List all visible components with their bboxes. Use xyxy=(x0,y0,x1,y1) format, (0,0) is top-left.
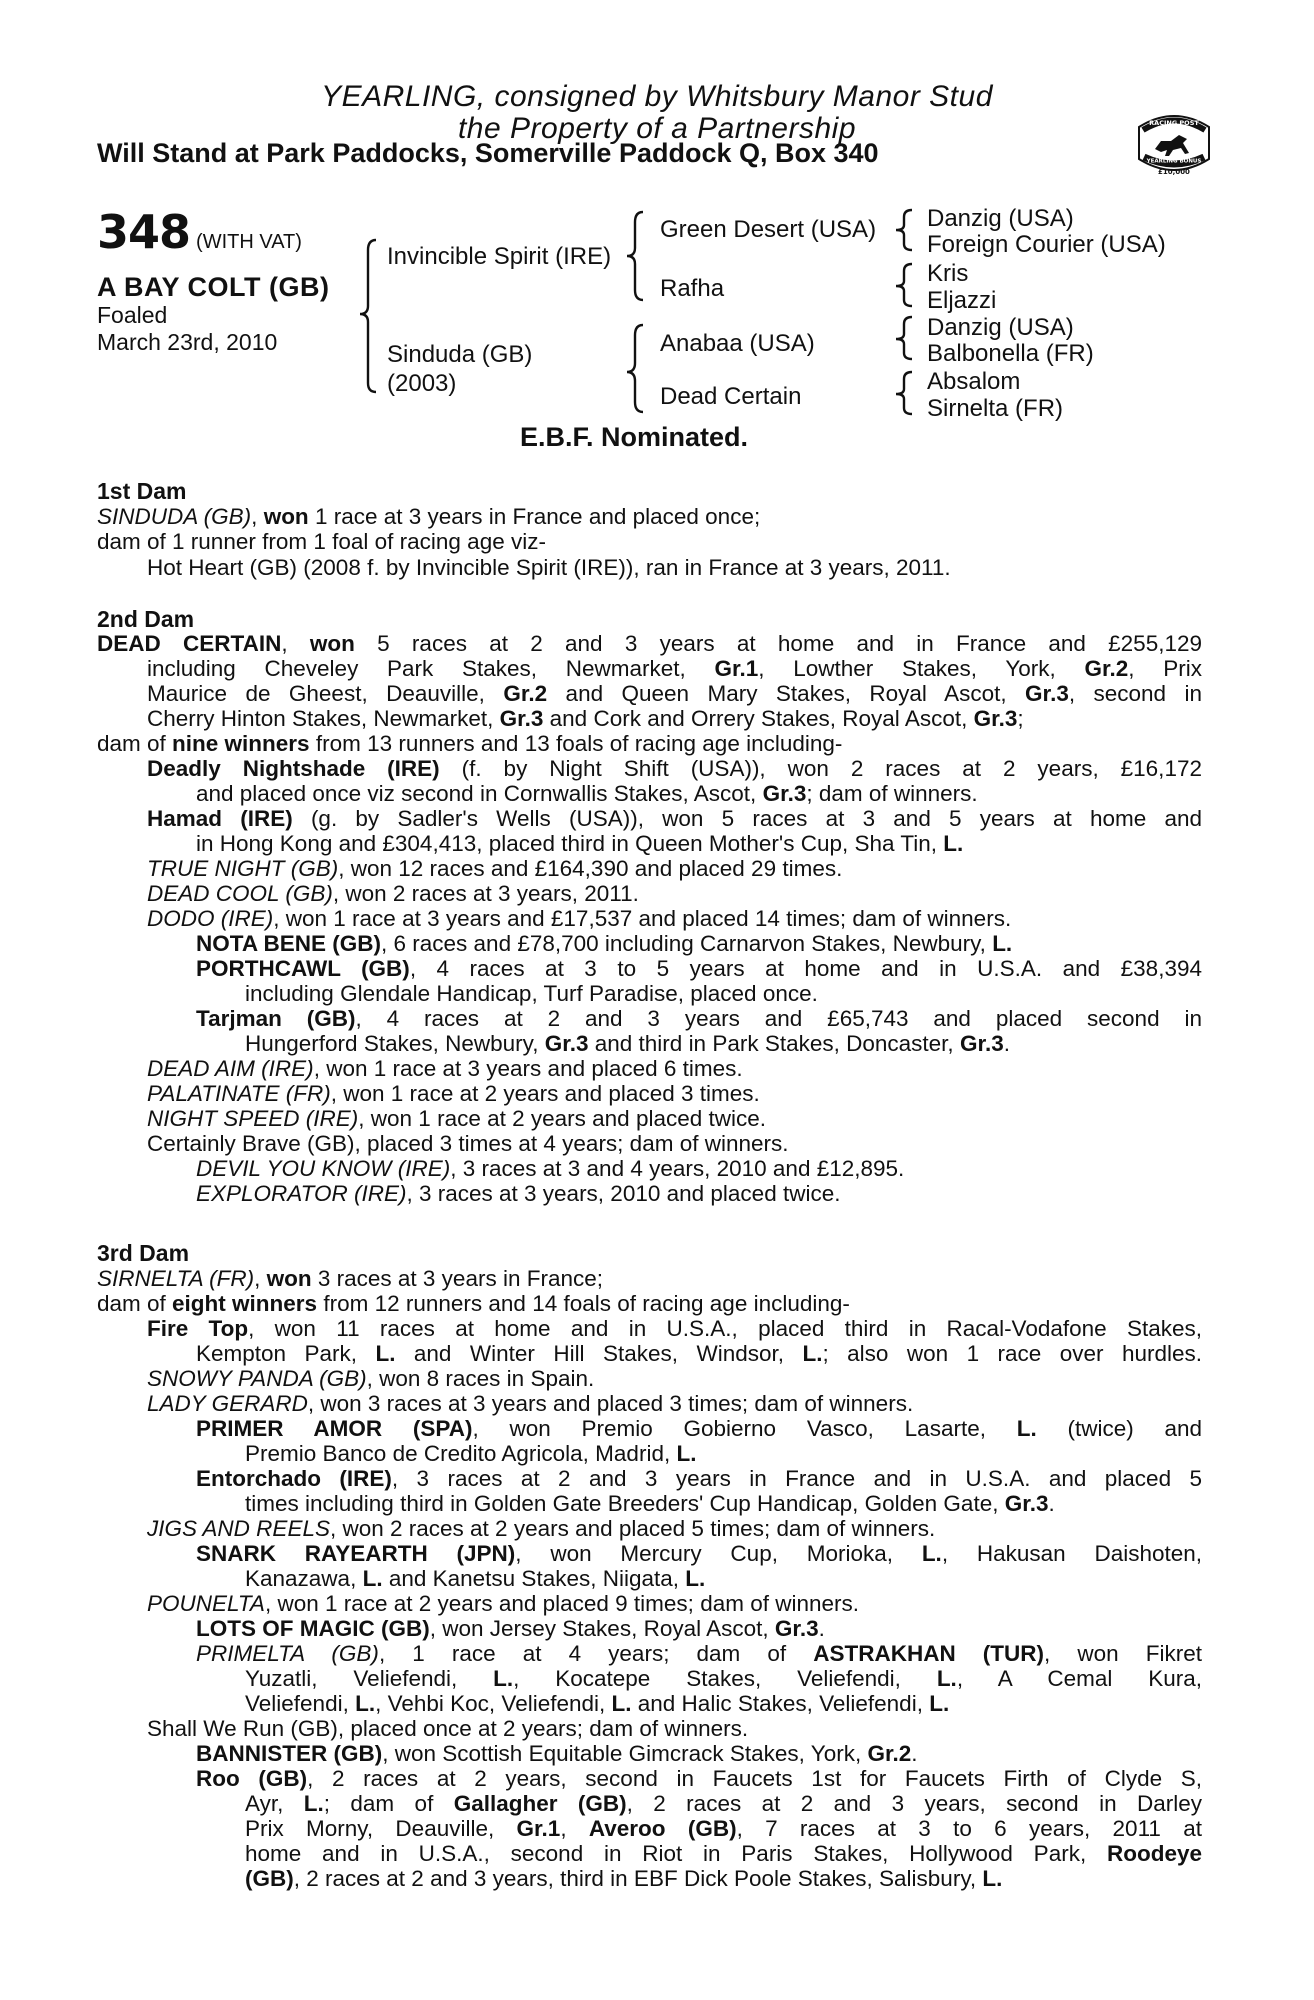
second-dam-line: DEVIL YOU KNOW (IRE), 3 races at 3 and 4 years, 2010 and £12,895. xyxy=(196,1156,905,1181)
second-dam-line: Hamad (IRE) (g. by Sadler's Wells (USA)), won 5 races at 3 and 5 years at home and xyxy=(147,806,1202,831)
sire: Invincible Spirit (IRE) xyxy=(387,243,612,270)
consignor-line: YEARLING, consigned by Whitsbury Manor Stud xyxy=(321,80,993,113)
third-dam-line: POUNELTA, won 1 race at 2 years and placed 9 times; dam of winners. xyxy=(147,1591,860,1616)
vat-label: (WITH VAT) xyxy=(196,231,302,253)
second-dam-line: DEAD COOL (GB), won 2 races at 3 years, 2011. xyxy=(147,881,639,906)
badge-top-text: RACING POST xyxy=(1149,119,1199,127)
third-dam-line: Fire Top, won 11 races at home and in U.S.A., placed third in Racal-Vodafone Stakes, xyxy=(147,1316,1202,1341)
third-dam-line: Kempton Park, L. and Winter Hill Stakes, Windsor, L.; also won 1 race over hurdles. xyxy=(196,1341,1202,1366)
second-dam-line: NIGHT SPEED (IRE), won 1 race at 2 years and placed twice. xyxy=(147,1106,767,1131)
second-dam-line: NOTA BENE (GB), 6 races and £78,700 including Carnarvon Stakes, Newbury, L. xyxy=(196,931,1013,956)
property-line: the Property of a Partnership xyxy=(457,112,857,145)
third-dam-line: Kanazawa, L. and Kanetsu Stakes, Niigata, L. xyxy=(245,1566,706,1591)
second-dam-line: PORTHCAWL (GB), 4 races at 3 to 5 years at home and in U.S.A. and £38,394 xyxy=(196,956,1202,981)
third-dam-line: SIRNELTA (FR), won 3 races at 3 years in France; xyxy=(97,1266,603,1291)
third-dam-line: JIGS AND REELS, won 2 races at 2 years and placed 5 times; dam of winners. xyxy=(147,1516,936,1541)
third-dam-line: dam of eight winners from 12 runners and 14 foals of racing age including- xyxy=(97,1291,850,1316)
third-dam-line: PRIMELTA (GB), 1 race at 4 years; dam of ASTRAKHAN (TUR), won Fikret xyxy=(196,1641,1202,1666)
second-dam-line: including Glendale Handicap, Turf Paradise, placed once. xyxy=(245,981,818,1006)
third-dam-line: Roo (GB), 2 races at 2 years, second in Faucets 1st for Faucets Firth of Clyde S, xyxy=(196,1766,1202,1791)
sire-dam: Rafha xyxy=(660,275,725,302)
great-granddam-2: Eljazzi xyxy=(927,287,997,314)
badge-bottom-text: £10,000 xyxy=(1158,168,1190,176)
third-dam-line: LADY GERARD, won 3 races at 3 years and placed 3 times; dam of winners. xyxy=(147,1391,914,1416)
second-dam-line: Certainly Brave (GB), placed 3 times at 4 years; dam of winners. xyxy=(147,1131,789,1156)
great-granddam-4: Sirnelta (FR) xyxy=(927,395,1064,422)
third-dam-line: Ayr, L.; dam of Gallagher (GB), 2 races at 2 and 3 years, second in Darley xyxy=(245,1791,1203,1816)
third-dam-heading: 3rd Dam xyxy=(97,1240,190,1266)
badge-mid-text: YEARLING BONUS xyxy=(1146,158,1202,165)
second-dam-line: DEAD CERTAIN, won 5 races at 2 and 3 years at home and in France and £255,129 xyxy=(97,631,1202,656)
first-dam-produce-summary: dam of 1 runner from 1 foal of racing age viz- xyxy=(97,529,546,554)
lot-description: A BAY COLT (GB) xyxy=(97,272,330,302)
third-dam-line: Veliefendi, L., Vehbi Koc, Veliefendi, L. and Halic Stakes, Veliefendi, L. xyxy=(245,1691,950,1716)
second-dam-line: dam of nine winners from 13 runners and 13 foals of racing age including- xyxy=(97,731,843,756)
third-dam-line: LOTS OF MAGIC (GB), won Jersey Stakes, Royal Ascot, Gr.3. xyxy=(196,1616,825,1641)
great-granddam-3: Balbonella (FR) xyxy=(927,340,1094,367)
great-granddam-1: Foreign Courier (USA) xyxy=(927,231,1166,258)
dam: Sinduda (GB) xyxy=(387,341,533,368)
third-dam-line: Shall We Run (GB), placed once at 2 years; dam of winners. xyxy=(147,1716,749,1741)
great-grandsire-4: Absalom xyxy=(927,368,1021,395)
first-dam-heading: 1st Dam xyxy=(97,478,187,504)
third-dam-line: (GB), 2 races at 2 and 3 years, third in EBF Dick Poole Stakes, Salisbury, L. xyxy=(245,1866,1003,1891)
second-dam-line: and placed once viz second in Cornwallis Stakes, Ascot, Gr.3; dam of winners. xyxy=(196,781,978,806)
dam-sire: Anabaa (USA) xyxy=(660,330,815,357)
third-dam-line: Prix Morny, Deauville, Gr.1, Averoo (GB), 7 races at 3 to 6 years, 2011 at xyxy=(245,1816,1202,1841)
second-dam-line: including Cheveley Park Stakes, Newmarket, Gr.1, Lowther Stakes, York, Gr.2, Prix xyxy=(147,656,1202,681)
third-dam-line: SNOWY PANDA (GB), won 8 races in Spain. xyxy=(147,1366,595,1391)
first-dam-produce-entry: Hot Heart (GB) (2008 f. by Invincible Spirit (IRE)), ran in France at 3 years, 2011. xyxy=(147,555,951,580)
great-grandsire-3: Danzig (USA) xyxy=(927,314,1074,341)
third-dam-line: Entorchado (IRE), 3 races at 2 and 3 years in France and in U.S.A. and placed 5 xyxy=(196,1466,1203,1491)
third-dam-line: home and in U.S.A., second in Riot in Paris Stakes, Hollywood Park, Roodeye xyxy=(245,1841,1202,1866)
third-dam-line: times including third in Golden Gate Breeders' Cup Handicap, Golden Gate, Gr.3. xyxy=(245,1491,1055,1516)
second-dam-line: Deadly Nightshade (IRE) (f. by Night Shift (USA)), won 2 races at 2 years, £16,172 xyxy=(147,756,1202,781)
third-dam-line: SNARK RAYEARTH (JPN), won Mercury Cup, Morioka, L., Hakusan Daishoten, xyxy=(196,1541,1203,1566)
stabling-line: Will Stand at Park Paddocks, Somerville Paddock Q, Box 340 xyxy=(97,138,879,168)
dam-year: (2003) xyxy=(387,370,457,397)
second-dam-line: DEAD AIM (IRE), won 1 race at 3 years and placed 6 times. xyxy=(147,1056,743,1081)
foaled-date: March 23rd, 2010 xyxy=(97,329,278,355)
second-dam-line: Maurice de Gheest, Deauville, Gr.2 and Queen Mary Stakes, Royal Ascot, Gr.3, second in xyxy=(147,681,1202,706)
third-dam-line: Premio Banco de Credito Agricola, Madrid, L. xyxy=(245,1441,697,1466)
third-dam-line: BANNISTER (GB), won Scottish Equitable Gimcrack Stakes, York, Gr.2. xyxy=(196,1741,918,1766)
second-dam-line: TRUE NIGHT (GB), won 12 races and £164,390 and placed 29 times. xyxy=(147,856,843,881)
pedigree-brackets xyxy=(0,0,1314,460)
third-dam-line: PRIMER AMOR (SPA), won Premio Gobierno Vasco, Lasarte, L. (twice) and xyxy=(196,1416,1202,1441)
sire-sire: Green Desert (USA) xyxy=(660,216,877,243)
second-dam-line: in Hong Kong and £304,413, placed third in Queen Mother's Cup, Sha Tin, L. xyxy=(196,831,964,856)
foaled-label: Foaled xyxy=(97,302,168,328)
second-dam-line: DODO (IRE), won 1 race at 3 years and £17,537 and placed 14 times; dam of winners. xyxy=(147,906,1012,931)
second-dam-line: Cherry Hinton Stakes, Newmarket, Gr.3 and Cork and Orrery Stakes, Royal Ascot, Gr.3; xyxy=(147,706,1024,731)
great-grandsire-2: Kris xyxy=(927,260,969,287)
second-dam-line: Tarjman (GB), 4 races at 2 and 3 years and £65,743 and placed second in xyxy=(196,1006,1202,1031)
second-dam-line: Hungerford Stakes, Newbury, Gr.3 and third in Park Stakes, Doncaster, Gr.3. xyxy=(245,1031,1010,1056)
great-grandsire-1: Danzig (USA) xyxy=(927,205,1074,232)
second-dam-heading: 2nd Dam xyxy=(97,606,195,632)
third-dam-line: Yuzatli, Veliefendi, L., Kocatepe Stakes, Veliefendi, L., A Cemal Kura, xyxy=(245,1666,1202,1691)
second-dam-line: PALATINATE (FR), won 1 race at 2 years and placed 3 times. xyxy=(147,1081,760,1106)
second-dam-line: EXPLORATOR (IRE), 3 races at 3 years, 2010 and placed twice. xyxy=(196,1181,841,1206)
first-dam-line: SINDUDA (GB), won 1 race at 3 years in France and placed once; xyxy=(97,504,761,529)
lot-number: 348 xyxy=(97,205,191,259)
ebf-nominated: E.B.F. Nominated. xyxy=(520,422,749,452)
dam-dam: Dead Certain xyxy=(660,383,802,410)
